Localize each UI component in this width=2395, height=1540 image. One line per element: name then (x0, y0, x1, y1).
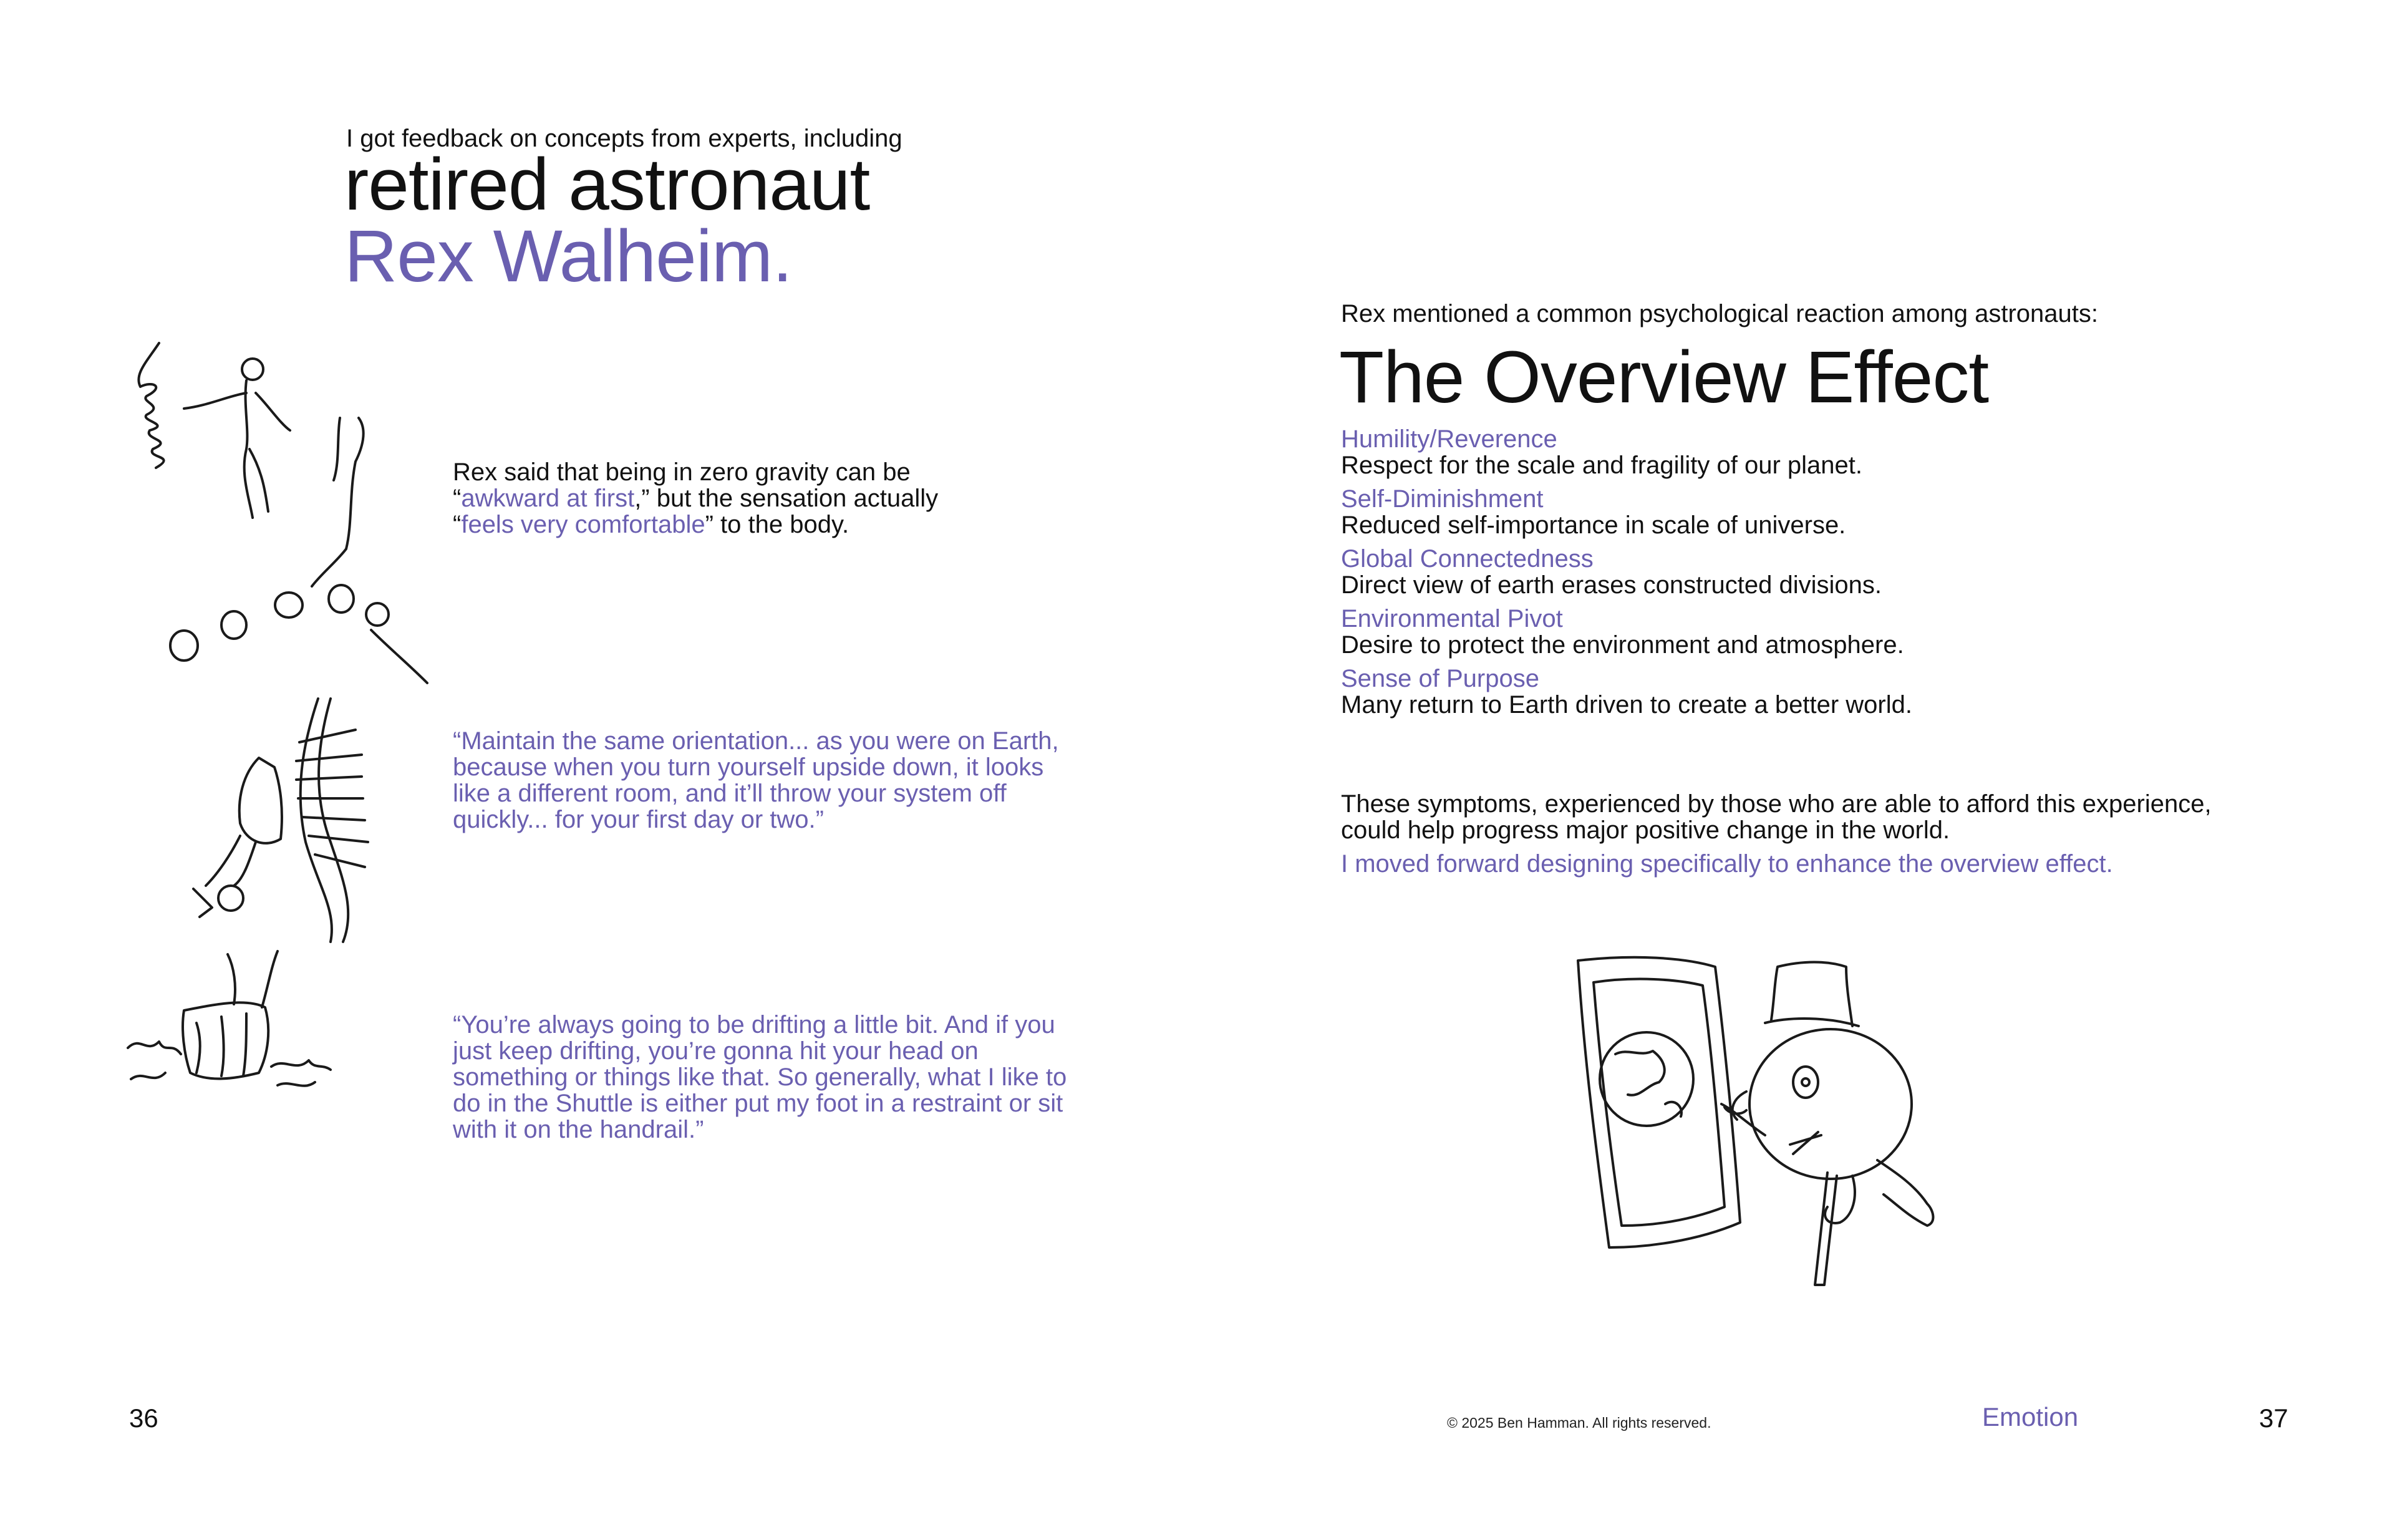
effect-term: Environmental Pivot (1341, 605, 1563, 632)
quote-drifting: “You’re always going to be drifting a little bit. And if you just keep drifting, you’re gonna hit your head on something or things like that. So generally, what I like to do in the Shuttle is either put my foot in a restraint or sit with it on the handrail.” (453, 1011, 1067, 1143)
paragraph-zero-gravity (453, 459, 1052, 538)
heading-rex-walheim: Rex Walheim. (344, 215, 793, 298)
p1-end: ” to the body. (705, 511, 849, 538)
p1-quote-open-1: “ (453, 485, 462, 512)
intro-text: I got feedback on concepts from experts, including (346, 125, 902, 152)
p1-mid: ,” but the sensation actually (634, 485, 939, 512)
effect-term: Global Connectedness (1341, 545, 1594, 573)
upside-down-figure-sketch-icon (131, 692, 418, 942)
effect-desc: Many return to Earth driven to create a better world. (1341, 691, 1912, 719)
effect-desc: Desire to protect the environment and atmosphere. (1341, 631, 1904, 659)
effect-desc: Reduced self-importance in scale of universe. (1341, 511, 1846, 539)
effect-term: Humility/Reverence (1341, 425, 1557, 453)
effect-desc: Respect for the scale and fragility of our planet. (1341, 452, 1863, 479)
conclusion-text: I moved forward designing specifically to enhance the overview effect. (1341, 850, 2113, 878)
p1-line1: Rex said that being in zero gravity can be (453, 458, 911, 486)
heading-overview-effect: The Overview Effect (1339, 336, 1989, 419)
effect-item (1341, 426, 2245, 478)
section-label: Emotion (1982, 1402, 2079, 1431)
p1-quote-open-2: “ (453, 511, 462, 538)
overview-intro: Rex mentioned a common psychological reaction among astronauts: (1341, 300, 2098, 327)
quote-awkward-at-first: awkward at first (461, 485, 635, 512)
heading-retired-astronaut: retired astronaut (344, 143, 870, 226)
effect-term: Self-Diminishment (1341, 485, 1544, 513)
effect-desc: Direct view of earth erases constructed divisions. (1341, 571, 1882, 599)
effect-item (1341, 666, 2245, 718)
copyright-text: © 2025 Ben Hamman. All rights reserved. (1447, 1415, 1711, 1431)
foot-restraint-sketch-icon (122, 948, 334, 1135)
page-number-right: 37 (2259, 1403, 2288, 1433)
effect-item (1341, 486, 2245, 538)
page-number-left: 36 (129, 1403, 158, 1433)
effect-term: Sense of Purpose (1341, 665, 1539, 692)
effects-list (1341, 426, 2245, 725)
effect-item (1341, 546, 2245, 598)
symptoms-paragraph (1341, 791, 2276, 877)
floating-figure-sketch-icon (122, 337, 433, 686)
quote-feels-very-comfortable: feels very comfortable (461, 511, 705, 538)
effect-item (1341, 606, 2245, 658)
creature-window-sketch-icon (1559, 948, 1996, 1297)
quote-orientation: “Maintain the same orientation... as you were on Earth, because when you turn yourself upside down, it looks like a different room, and it’ll throw your system off quickly... for your first day or two.” (453, 727, 1059, 833)
symptoms-text: These symptoms, experienced by those who are able to afford this experience, could help progress major positive change in the world. (1341, 790, 2212, 844)
